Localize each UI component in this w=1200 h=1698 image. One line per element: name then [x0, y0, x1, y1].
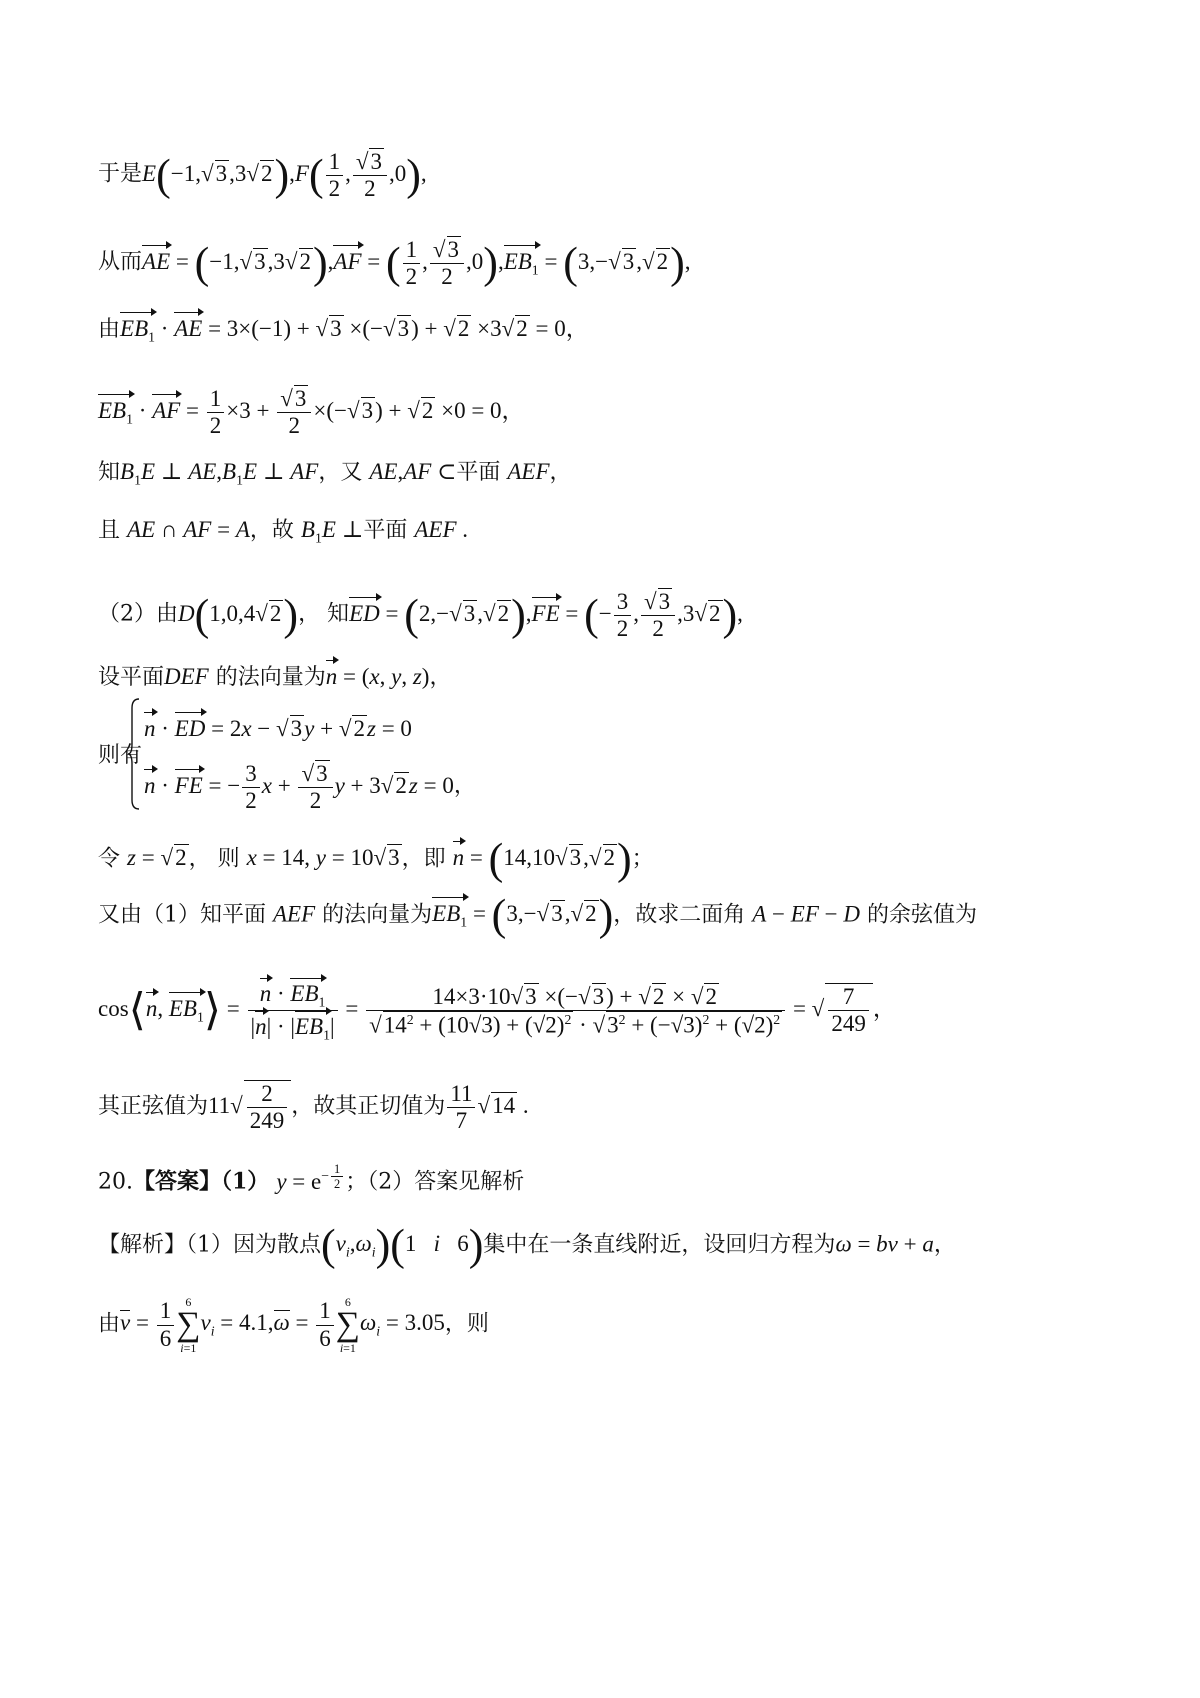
line-cosine: cos⟨n, $EB_1⟩$ = $\frac{n \cdot EB_1}{|n| \cdot |EB_1|}$ = $\frac{14\times 3\cdot 10√3 \times(-√3) + √2 \times √2}{√14^2 + (10√3) + (√2)^2 \cdot √3^2 + (-√3)^2 + (√2)^2}$ = √ $\frac{7}{249}$ ， [98, 978, 896, 1044]
line-point-coordinates: 于是E(−1,√3,3√2),F( $\frac{1}{2}$ , $\frac{√3}{2}$ ,0), [98, 148, 427, 202]
line-system-label: 则有 [98, 743, 143, 768]
line-dihedral: 又由（1）知平面 AEF 的法向量为$EB_1 = (3,-√3,√2)$，故求二面角 A − EF − D 的余弦值为 [98, 891, 978, 940]
line-dot-product-1: 由$EB_1$ · AE = 3×(−1) + √3 ×(−√3) + √2 ×3√2 = 0， [98, 312, 589, 352]
line-perpendicular: 知$B_1E$ ⊥ $AE,B_1E$ ⊥ AF，又 AE,AF ⊂平面 AEF， [98, 459, 572, 488]
line-solution: 令 z = √2， 则 x = 14, y = 10√3，即 n = (14,10√3,√2)； [98, 835, 654, 884]
equation-1: n · ED = 2x − √3y + √2z = 0 [144, 712, 412, 744]
line-vectors: 从而AE = (−1,√3,3√2),AF = ( $\frac{1}{2}$ , $\frac{√3}{2}$ $,0),EB_1 = (3,-√3,√2)$, [98, 236, 691, 290]
line-part2-vectors: （2）由D(1,0,4√2)， 知ED = (2,−√3,√2),FE = (− $\frac{3}{2}$ , $\frac{√3}{2}$ ,3√2), [98, 588, 743, 642]
line-conclusion-1: 且 AE ∩ AF = A，故 $B_1E$ ⊥平面 AEF . [98, 517, 469, 546]
line-means: 由v = $\frac{1}{6}$ 6 ∑ i=1 $v_i = 4.1,\omega$ = $\frac{1}{6}$ 6 ∑ i=1 $\omega_i = 3.05$，则 [98, 1295, 489, 1355]
line-normal-vector: 设平面DEF 的法向量为n = (x, y, z)， [98, 660, 451, 692]
equation-2: n · FE = − $\frac{3}{2}$ x + $\frac{√3}{2}$ y + 3√2z = 0， [144, 760, 476, 814]
system-brace-icon [128, 698, 140, 810]
line-dot-product-2: $EB_1$ · AF = $\frac{1}{2}$ ×3 + $\frac{√3}{2}$ ×(−√3) + √2 ×0 = 0， [98, 385, 525, 439]
line-sine-tangent: 其正弦值为11√ $\frac{2}{249}$ ，故其正切值为 $\frac{11}{7}$ √14 . [98, 1081, 529, 1134]
line-q20-answer: 20.【答案】（1） $y = e^{- \frac{1}{2}}$ ；（2）答案见解析 [98, 1162, 525, 1195]
line-analysis: 【解析】（1）因为散点$(v_i,\omega_i)(1$ i 6)集中在一条直线附近，设回归方程为ω = bv + a， [98, 1221, 956, 1270]
